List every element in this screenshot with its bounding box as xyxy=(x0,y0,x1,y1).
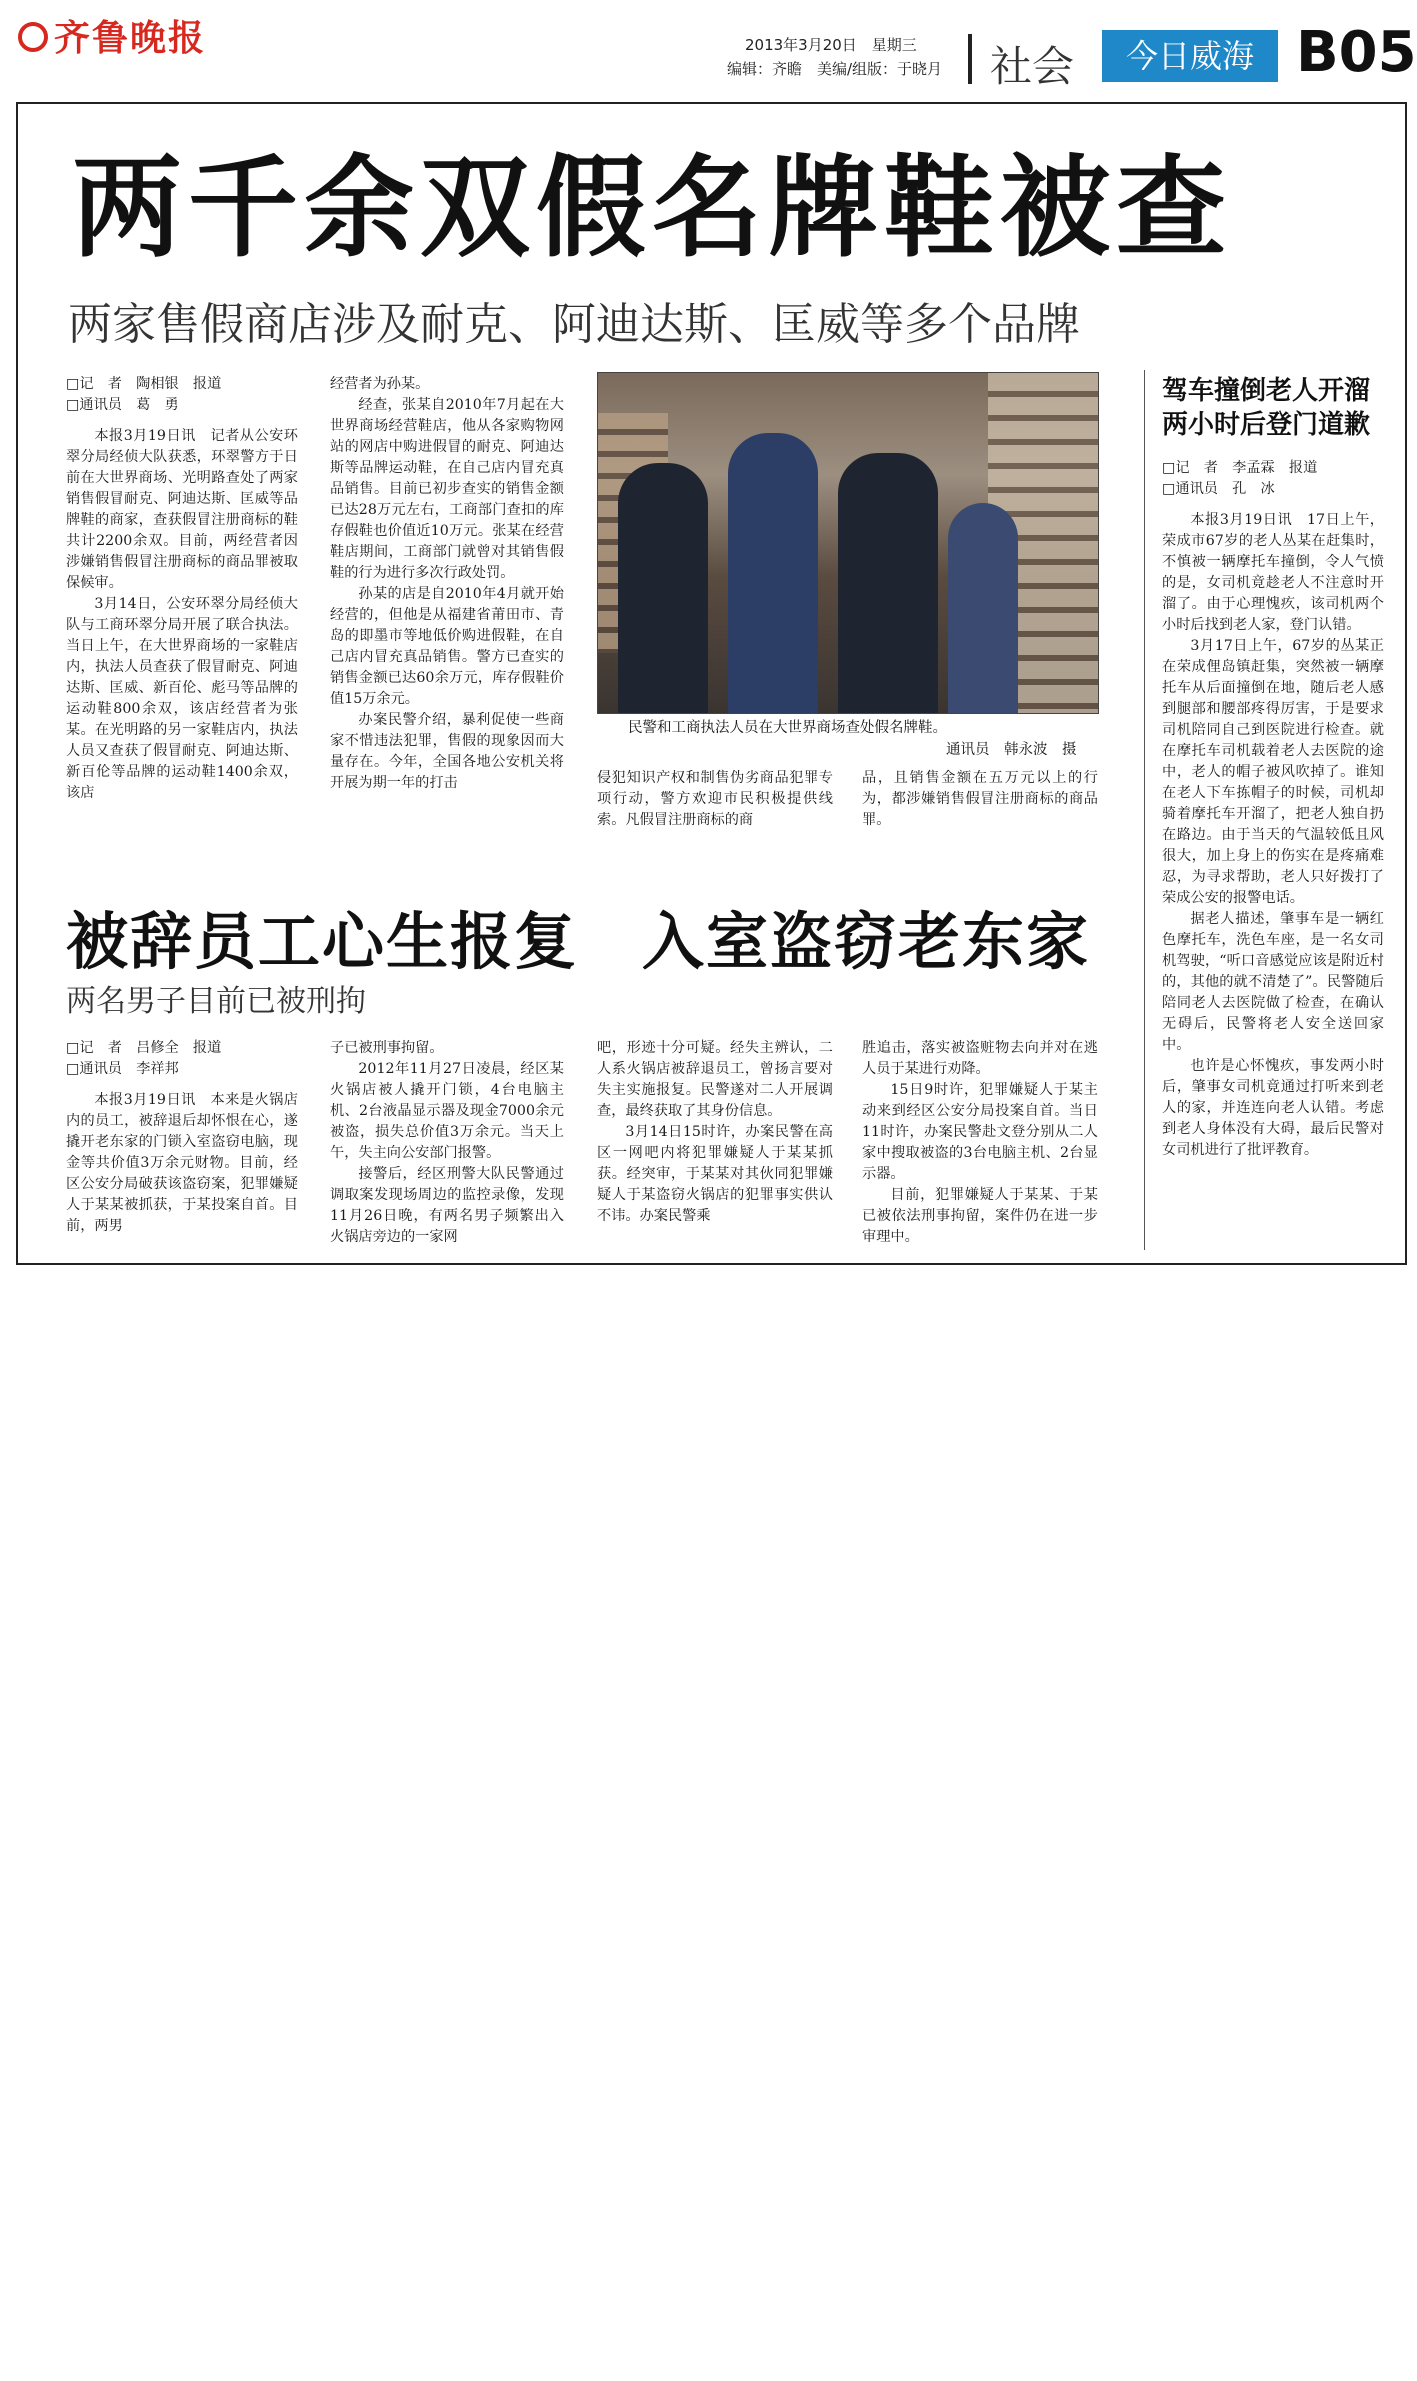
article2-paragraph: 胜追击，落实被盗赃物去向并对在逃人员于某进行劝降。 xyxy=(862,1040,1098,1077)
masthead xyxy=(18,10,206,61)
article2-paragraph: 子已被刑事拘留。 xyxy=(330,1040,444,1056)
article1-byline-correspondent: □通讯员 葛 勇 xyxy=(66,397,179,413)
photo-credit: 通讯员 韩永波 摄 xyxy=(946,742,1077,758)
article2-paragraph: 目前，犯罪嫌疑人于某某、于某已被依法刑事拘留，案件仍在进一步审理中。 xyxy=(862,1187,1098,1245)
sidebar-headline-line: 两小时后登门道歉 xyxy=(1162,410,1371,440)
article2-headline: 被辞员工心生报复 入室盗窃老东家 xyxy=(66,905,1091,978)
section-tag: 今日威海 xyxy=(1102,30,1278,82)
header-divider xyxy=(968,34,972,84)
masthead-logo-icon xyxy=(18,22,48,52)
issue-date: 2013年3月20日 星期三 xyxy=(745,36,917,54)
photo-officer xyxy=(618,463,708,713)
sidebar-body xyxy=(1162,458,1384,1250)
article1-photo xyxy=(597,372,1099,714)
article1-paragraph: 办案民警介绍，暴利促使一些商家不惜违法犯罪，售假的现象因而大量存在。今年，全国各地公安机关将开展为期一年的打击 xyxy=(330,712,564,791)
photo-inspector xyxy=(728,433,818,713)
sidebar-headline-line: 驾车撞倒老人开溜 xyxy=(1162,376,1371,406)
sidebar-paragraph: 3月17日上午，67岁的丛某正在荣成俚岛镇赶集，突然被一辆摩托车从后面撞倒在地，随后老人感到腿部和腰部疼得厉害，于是要求司机陪同自己到医院进行检查。就在摩托车司机载着老人去医院的途中，老人的帽子被风吹掉了。谁知在老人下车拣帽子的时候，司机却骑着摩托车开溜了，把老人独自扔在路边。由于当天的气温较低且风很大，加上身上的伤实在是疼痛难忍，为寻求帮助，老人只好拨打了荣成公安的报警电话。 xyxy=(1162,638,1384,906)
sidebar-divider xyxy=(1144,370,1145,1250)
article2-column-2 xyxy=(330,1038,564,1248)
article1-paragraph: 经营者为孙某。 xyxy=(330,376,430,392)
article2-paragraph: 2012年11月27日凌晨，经区某火锅店被人撬开门锁，4台电脑主机、2台液晶显示器及现金7000余元被盗，损失总价值3万余元。当天上午，失主向公安部门报警。 xyxy=(330,1061,564,1161)
article1-column-2 xyxy=(330,374,564,834)
photo-officer xyxy=(838,453,938,713)
article1-paragraph: 侵犯知识产权和制售伪劣商品犯罪专项行动，警方欢迎市民积极提供线索。凡假冒注册商标的商 xyxy=(597,770,833,828)
editor-credits: 编辑：齐瞻 美编/组版：于晓月 xyxy=(727,60,943,78)
article1-paragraph: 本报3月19日讯 记者从公安环翠分局经侦大队获悉，环翠警方于日前在大世界商场、光明路查处了两家销售假冒耐克、阿迪达斯、匡威等品牌鞋的商家，查获假冒注册商标的鞋共计2200余双。目前，两经营者因涉嫌销售假冒注册商标的商品罪被取保候审。 xyxy=(66,428,298,591)
article1-paragraph: 孙某的店是自2010年4月就开始经营的，但他是从福建省莆田市、青岛的即墨市等地低价购进假鞋，在自己店内冒充真品销售。警方已查实的销售金额已达60余万元，库存假鞋价值15万余元。 xyxy=(330,586,564,707)
photo-shopkeeper xyxy=(948,503,1018,713)
sidebar-byline-reporter: □记 者 李孟霖 报道 xyxy=(1162,460,1318,476)
article2-paragraph: 吧，形迹十分可疑。经失主辨认，二人系火锅店被辞退员工，曾扬言要对失主实施报复。民警遂对二人开展调查，最终获取了其身份信息。 xyxy=(597,1040,833,1119)
article2-column-3 xyxy=(597,1038,833,1248)
article1-column-4 xyxy=(862,768,1098,838)
article1-column-1 xyxy=(66,374,298,834)
article2-column-4 xyxy=(862,1038,1098,1248)
article2-column-1 xyxy=(66,1038,298,1248)
sidebar-paragraph: 也许是心怀愧疚，事发两小时后，肇事女司机竟通过打听来到老人的家，并连连向老人认错。考虑到老人身体没有大碍，最后民警对女司机进行了批评教育。 xyxy=(1162,1058,1384,1158)
sidebar-byline-correspondent: □通讯员 孔 冰 xyxy=(1162,481,1275,497)
sidebar-headline xyxy=(1162,374,1370,442)
article2-paragraph: 接警后，经区刑警大队民警通过调取案发现场周边的监控录像，发现11月26日晚，有两名男子频繁出入火锅店旁边的一家网 xyxy=(330,1166,564,1245)
sidebar-paragraph: 本报3月19日讯 17日上午，荣成市67岁的老人丛某在赶集时，不慎被一辆摩托车撞倒，令人气愤的是，女司机竟趁老人不注意时开溜了。由于心理愧疚，该司机两个小时后找到老人家，登门认错。 xyxy=(1162,512,1384,633)
photo-caption: 民警和工商执法人员在大世界商场查处假名牌鞋。 xyxy=(628,720,947,736)
article2-subhead: 两名男子目前已被刑拘 xyxy=(66,984,366,1019)
article1-paragraph: 品，且销售金额在五万元以上的行为，都涉嫌销售假冒注册商标的商品罪。 xyxy=(862,770,1098,828)
article1-paragraph: 3月14日，公安环翠分局经侦大队与工商环翠分局开展了联合执法。当日上午，在大世界商场的一家鞋店内，执法人员查获了假冒耐克、阿迪达斯、匡威、新百伦、彪马等品牌的运动鞋800余双，该店经营者为张某。在光明路的另一家鞋店内，执法人员又查获了假冒耐克、阿迪达斯、新百伦等品牌的运动鞋1400余双，该店 xyxy=(66,596,298,801)
masthead-title: 齐鲁晚报 xyxy=(54,18,207,59)
article2-paragraph: 3月14日15时许，办案民警在高区一网吧内将犯罪嫌疑人于某某抓获。经突审，于某某对其伙同犯罪嫌疑人于某盗窃火锅店的犯罪事实供认不讳。办案民警乘 xyxy=(597,1124,833,1224)
page-number: B05 xyxy=(1296,20,1417,85)
article2-paragraph: 本报3月19日讯 本来是火锅店内的员工，被辞退后却怀恨在心，遂撬开老东家的门锁入室盗窃电脑，现金等共价值3万余元财物。目前，经区公安分局破获该盗窃案，犯罪嫌疑人于某某被抓获，于某投案自首。目前，两男 xyxy=(66,1092,298,1234)
section-name: 社会 xyxy=(990,42,1075,91)
article1-paragraph: 经查，张某自2010年7月起在大世界商场经营鞋店，他从各家购物网站的网店中购进假冒的耐克、阿迪达斯等品牌运动鞋，在自己店内冒充真品销售。目前已初步查实的销售金额已达28万元左右，工商部门查扣的库存假鞋也价值近10万元。张某在经营鞋店期间，工商部门就曾对其销售假鞋的行为进行多次行政处罚。 xyxy=(330,397,564,581)
article1-column-3 xyxy=(597,768,833,838)
article1-byline-reporter: □记 者 陶相银 报道 xyxy=(66,376,222,392)
article1-headline: 两千余双假名牌鞋被查 xyxy=(72,144,1232,272)
article2-paragraph: 15日9时许，犯罪嫌疑人于某主动来到经区公安分局投案自首。当日11时许，办案民警赴文登分别从二人家中搜取被盗的3台电脑主机、2台显示器。 xyxy=(862,1082,1098,1182)
sidebar-paragraph: 据老人描述，肇事车是一辆红色摩托车，洗色车座，是一名女司机驾驶，“听口音感觉应该是附近村的，其他的就不清楚了”。民警随后陪同老人去医院做了检查，在确认无碍后，民警将老人安全送回家中。 xyxy=(1162,911,1384,1053)
article2-byline-reporter: □记 者 吕修全 报道 xyxy=(66,1040,222,1056)
article2-byline-correspondent: □通讯员 李祥邦 xyxy=(66,1061,179,1077)
article1-subhead: 两家售假商店涉及耐克、阿迪达斯、匡威等多个品牌 xyxy=(68,299,1080,350)
